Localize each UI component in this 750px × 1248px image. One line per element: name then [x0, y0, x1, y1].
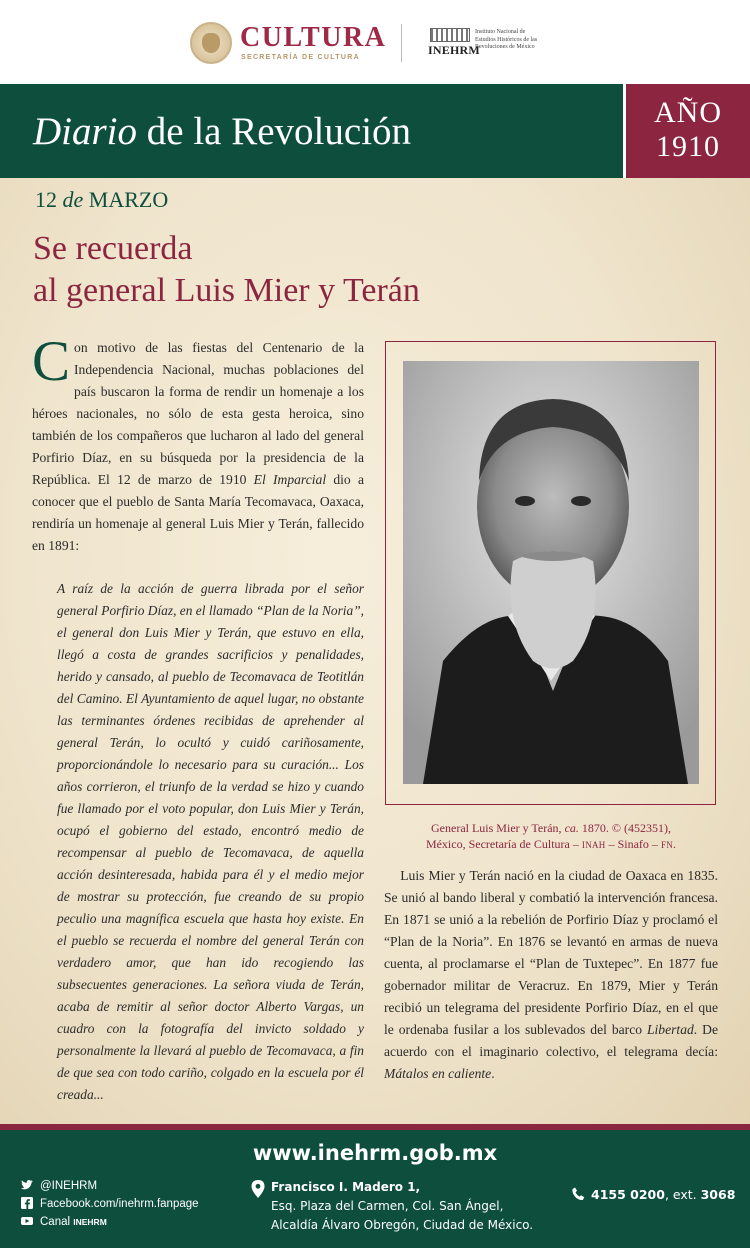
- newspaper-quote: A raíz de la acción de guerra librada por el señor general Porfirio Díaz, en el llamado “Plan de la Noria”, el general don Luis Mier y Terán, que estuvo en ella, llegó a costa de grandes sacrificios y penalidades, herido y cansado, al pueblo de Tecomavaca de Teotitlán del Camino. El Ayuntamiento de aquel lugar, no obstante las terminantes órdenes recibidas de aprehender al general Terán, lo ocultó y cuidó cariñosamente, proporcionándole lo necesario para su curación... Los años corrieron, el triunfo de la verdad se hizo y cuando fue llamado por el voto popular, don Luis Mier y Terán, ocupó el gobierno del estado, encontró medio de recompensar al pueblo de Tecomavaca, de aquella acción desinteresada, habida para él y el medio mejor de mostrar su protección, fue creando de su propio peculio una magnífica escuela que hasta hoy existe. En el pueblo se recuerda el nombre del general Terán con verdadero amor, que han ido recogiendo las subsecuentes generaciones. La señora viuda de Terán, acaba de remitir al señor doctor Alberto Vargas, un cuadro con la fotografía del invicto soldado y personalmente la llevará al pueblo de Tecomavaca, a fin de que sea con todo cariño, colgado en la escuela por él creada...: [57, 581, 364, 1102]
- phone-ext-label: , ext.: [664, 1187, 701, 1202]
- phone-number: 4155 0200: [591, 1187, 665, 1202]
- bio-text: . De acuerdo con el imaginario colectivo, el telegrama decía:: [384, 1022, 718, 1059]
- caption-inah: INAH: [581, 840, 606, 850]
- photo-caption: [386, 820, 716, 853]
- caption-text: 1870. © (452351),: [578, 821, 671, 835]
- youtube-link[interactable]: [20, 1215, 107, 1228]
- biography-paragraph: [384, 865, 718, 1085]
- inehrm-name-line: Revoluciones de México: [475, 44, 535, 50]
- facebook-icon: [20, 1197, 34, 1209]
- date-day: 12: [35, 187, 57, 212]
- address-block: [271, 1178, 533, 1235]
- portrait-photo: [403, 361, 699, 784]
- caption-end: .: [673, 837, 677, 851]
- secretaria-logo-text: SECRETARÍA DE CULTURA: [241, 54, 360, 61]
- newspaper-name: El Imparcial: [253, 472, 327, 487]
- headline-line: Se recuerda: [33, 230, 193, 267]
- title-rest: de la Revolución: [137, 110, 412, 153]
- logo-bar: [0, 0, 750, 84]
- drop-cap: C: [32, 330, 71, 393]
- date-de: de: [62, 187, 84, 212]
- youtube-label: Canal: [40, 1216, 74, 1228]
- address-line: Esq. Plaza del Carmen, Col. San Ángel,: [271, 1199, 504, 1213]
- facebook-link[interactable]: [20, 1197, 199, 1210]
- facebook-url: Facebook.com/inehrm.fanpage: [40, 1198, 199, 1210]
- address-street: Francisco I. Madero 1,: [271, 1180, 421, 1194]
- intro-text: on motivo de las fiestas del Centenario de la Independencia Nacional, muchas poblaciones del país buscaron la forma de rendir un homenaje a los héroes nacionales, no sólo de esta gesta heroica, sino también de los compañeros que lucharon al lado del general Porfirio Díaz, en su búsqueda por la presidencia de la República. El 12 de marzo de 1910: [32, 340, 364, 487]
- logo-divider: [401, 24, 402, 62]
- caption-credit: México, Secretaría de Cultura –: [425, 837, 582, 851]
- twitter-icon: [20, 1179, 34, 1191]
- telegram-quote: Mátalos en caliente: [384, 1066, 492, 1081]
- twitter-handle: @INEHRM: [40, 1180, 98, 1192]
- twitter-link[interactable]: [20, 1179, 97, 1192]
- inehrm-name-line: Estudios Históricos de las: [475, 36, 538, 43]
- footer-top-rule: [0, 1124, 750, 1130]
- article-headline: [33, 228, 420, 312]
- year-value: 1910: [656, 130, 720, 163]
- caption-circa: ca.: [564, 821, 579, 835]
- cultura-logo-text: CULTURA: [240, 22, 387, 53]
- article-date: [35, 187, 168, 213]
- inehrm-logo-text: INEHRM: [428, 43, 480, 57]
- year-badge: [623, 84, 750, 180]
- caption-sinafo: – Sinafo –: [605, 837, 661, 851]
- headline-line: al general Luis Mier y Terán: [33, 272, 420, 309]
- caption-fn: FN: [660, 840, 674, 850]
- address-line: Alcaldía Álvaro Obregón, Ciudad de México.: [271, 1218, 534, 1232]
- inehrm-name-line: Instituto Nacional de: [475, 29, 526, 35]
- inehrm-full-name: [475, 29, 537, 52]
- mexico-seal-logo: [190, 22, 232, 64]
- youtube-icon: [20, 1215, 34, 1227]
- year-label: AÑO: [654, 96, 722, 129]
- inehrm-building-icon: [430, 28, 470, 42]
- phone-contact[interactable]: [572, 1187, 735, 1202]
- location-pin-icon: [251, 1180, 265, 1198]
- publication-title: [33, 109, 411, 154]
- intro-paragraph: [32, 330, 364, 557]
- ship-name: Libertad: [646, 1022, 694, 1037]
- date-month: MARZO: [88, 187, 169, 212]
- website-link[interactable]: www.inehrm.gob.mx: [252, 1141, 498, 1165]
- intro-text-end: dio a conocer que el pueblo de Santa María Tecomavaca, Oaxaca, rendiría un homenaje al general Luis Mier y Terán, fallecido en 1891:: [32, 472, 364, 553]
- caption-text: General Luis Mier y Terán,: [431, 821, 565, 835]
- bio-text: Luis Mier y Terán nació en la ciudad de Oaxaca en 1835. Se unió al bando liberal y combatió la intervención francesa. En 1871 se unió a la rebelión de Porfirio Díaz y proclamó el “Plan de la Noria”. En 1876 se levantó en armas de nueva cuenta, al proclamarse el “Plan de Tuxtepec”. En 1877 fue gobernador militar de Veracruz. En 1879, Mier y Terán recibió un telegrama del presidente Porfirio Díaz, en el que le ordenaba fusilar a los sublevados del barco: [384, 868, 719, 1037]
- youtube-channel: INEHRM: [73, 1217, 107, 1227]
- phone-icon: [572, 1187, 585, 1201]
- bio-text-end: .: [491, 1066, 495, 1081]
- title-italic: Diario: [33, 110, 138, 153]
- phone-extension: 3068: [700, 1187, 736, 1202]
